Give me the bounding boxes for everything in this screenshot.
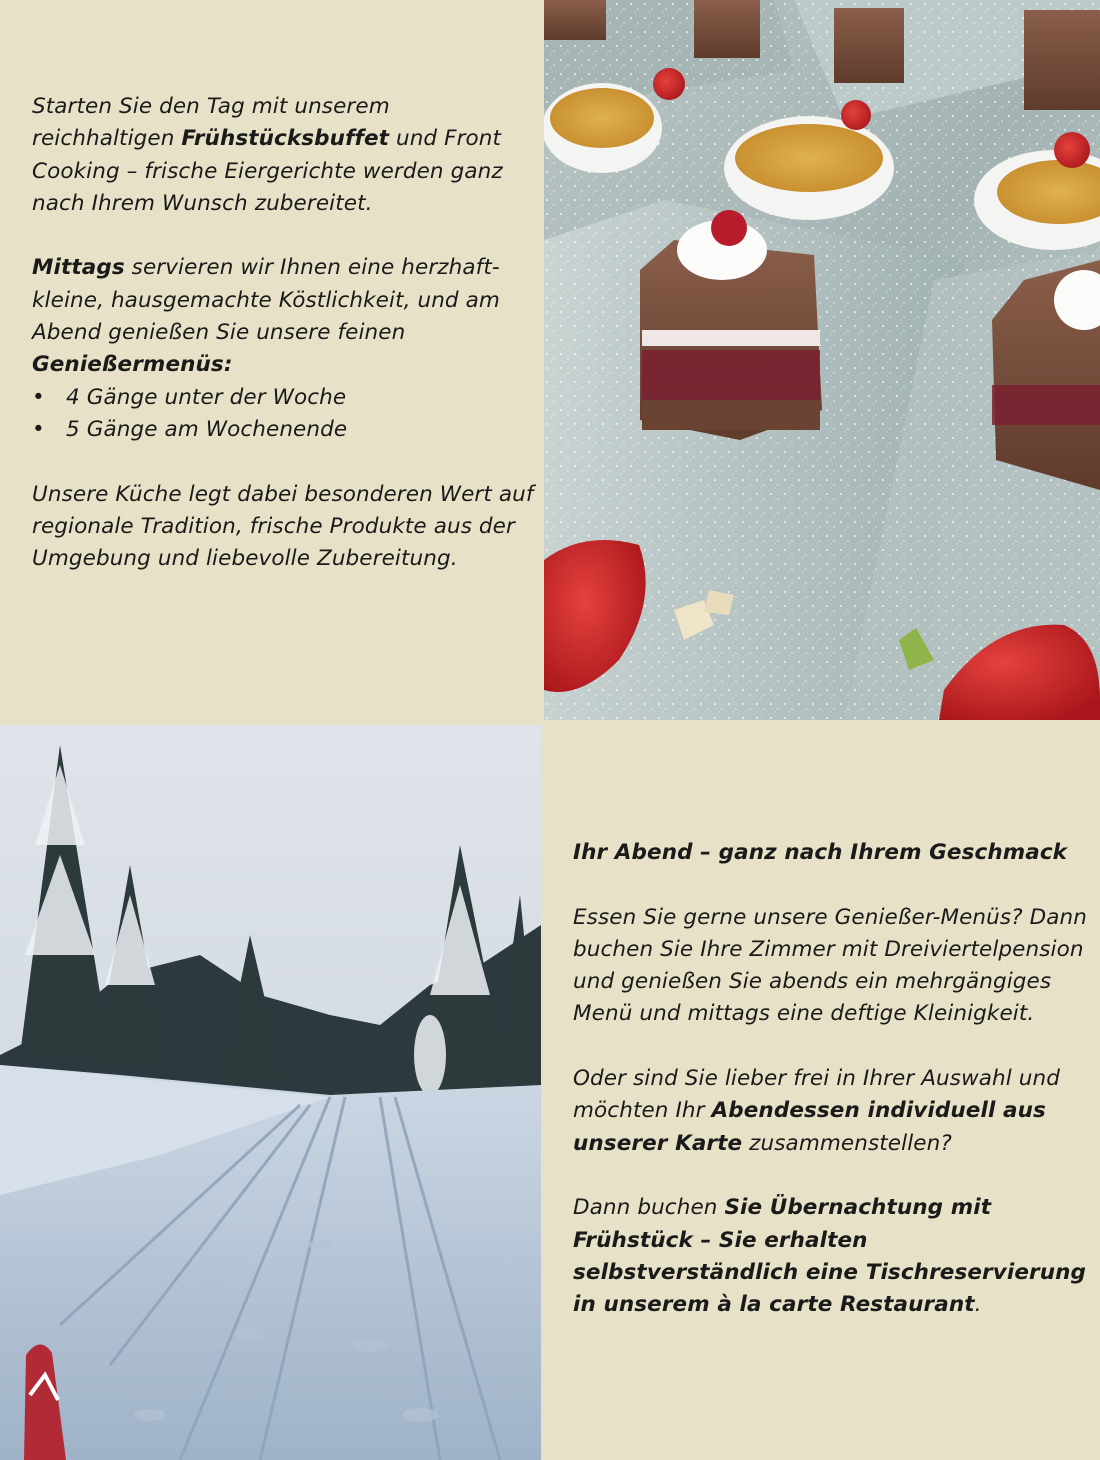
booking-text-end: .: [974, 1292, 982, 1318]
alacarte-bold: Abendessen individuell aus unserer Karte: [573, 1098, 1046, 1156]
kitchen-paragraph: Unsere Küche legt dabei besonderen Wert auf regionale Tradition, frische Produkte aus der Umgebung und liebevolle Zubereitung.: [32, 481, 534, 572]
gourmet-menus-bold: Genießermenüs:: [32, 352, 233, 378]
bullet-icon: •: [32, 416, 45, 442]
course-list: [32, 382, 537, 447]
dessert-photo: [544, 0, 1100, 720]
bullet-icon: •: [32, 384, 45, 410]
breakfast-text-intro: Starten Sie den Tag mit unserem reichhaltigen: [32, 94, 390, 152]
booking-bold: Sie Übernachtung mit Frühstück – Sie erhalten selbstverständlich eine Tischreservierung in unserem à la carte Restaurant: [573, 1195, 1087, 1318]
breakfast-buffet-bold: Frühstücksbuffet: [181, 126, 390, 152]
breakfast-text-block: [32, 91, 537, 575]
evening-text-block: [573, 837, 1093, 1321]
breakfast-text-rest: und Front Cooking – frische Eiergerichte werden ganz nach Ihrem Wunsch zubereitet.: [32, 126, 503, 216]
breakfast-paragraph: [32, 91, 537, 220]
alacarte-text-end: zusammenstellen?: [742, 1130, 952, 1156]
breakfast-booking-paragraph: [573, 1192, 1093, 1321]
alacarte-text-intro: Oder sind Sie lieber frei in Ihrer Auswahl und möchten Ihr: [573, 1066, 1060, 1124]
evening-heading-text: Ihr Abend – ganz nach Ihrem Geschmack: [573, 840, 1068, 865]
menus-text: servieren wir Ihnen eine herzhaft-kleine, hausgemachte Köstlichkeit, und am Abend genießen Sie unsere feinen: [32, 255, 500, 346]
alacarte-paragraph: [573, 1063, 1093, 1160]
booking-text-intro: Dann buchen: [573, 1195, 725, 1221]
halfboard-paragraph: Essen Sie gerne unsere Genießer-Menüs? Dann buchen Sie Ihre Zimmer mit Dreiviertelpension und genießen Sie abends ein mehrgängiges Menü und mittags eine deftige Kleinigkeit.: [573, 904, 1088, 1027]
evening-heading: [573, 837, 1093, 869]
course-list-item: [32, 382, 537, 414]
winter-trail-photo: [0, 725, 541, 1460]
menus-paragraph: [32, 252, 537, 381]
course-weekend: 5 Gänge am Wochenende: [66, 416, 348, 442]
lunch-bold: Mittags: [32, 255, 125, 281]
course-weekday: 4 Gänge unter der Woche: [66, 384, 347, 410]
course-list-item: [32, 414, 537, 446]
